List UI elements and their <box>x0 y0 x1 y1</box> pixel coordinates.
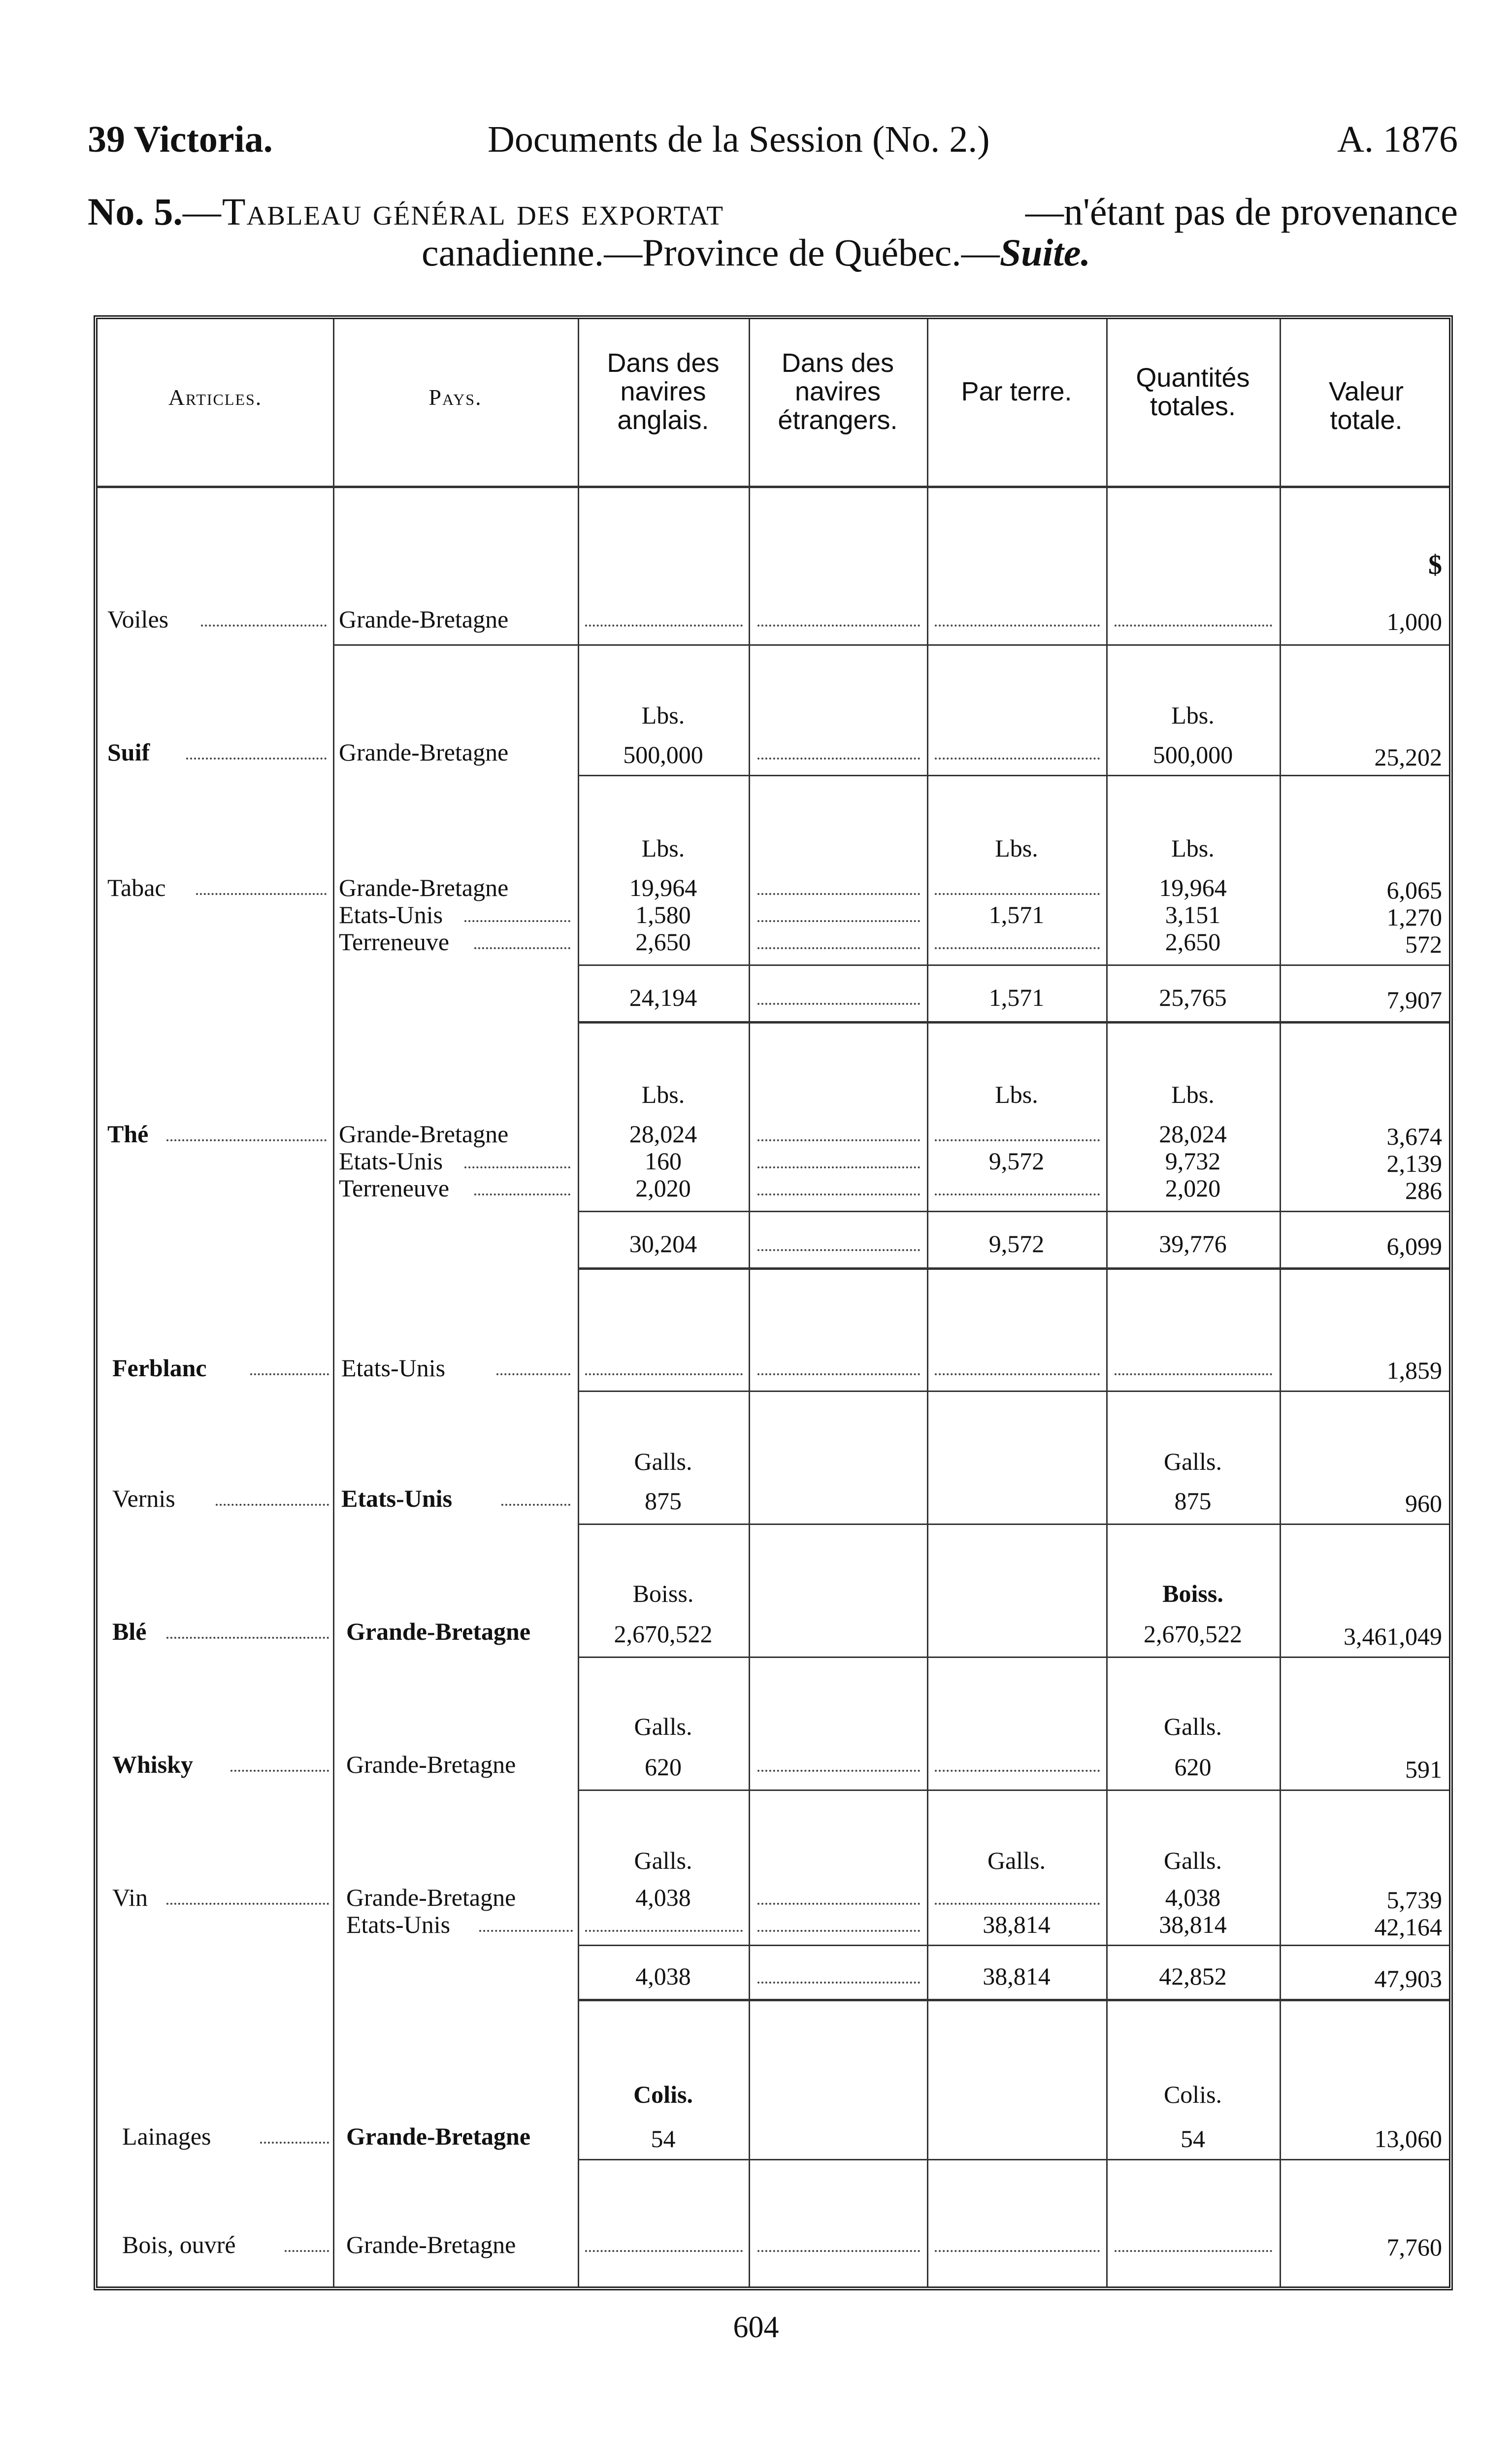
leader-dots <box>464 1166 570 1168</box>
row-voiles-valeur: 1,000 <box>1386 608 1442 635</box>
leader-dots <box>501 1504 570 1506</box>
row-tabac-pays-2: Etats-Unis <box>339 901 443 928</box>
col-header-valeur: Valeur totale. <box>1328 377 1404 435</box>
table-title-line1 <box>88 190 1458 234</box>
leader-dots <box>196 893 327 895</box>
row-rule <box>578 964 1449 966</box>
col-header-articles: Articles. <box>168 385 263 410</box>
leader-dots <box>757 1373 920 1375</box>
row-vin-pays-2: Etats-Unis <box>346 1911 451 1938</box>
row-vin-total-quantite: 42,852 <box>1159 1962 1227 1990</box>
row-the-total-valeur: 6,099 <box>1386 1232 1442 1260</box>
row-lainages-pays: Grande-Bretagne <box>346 2122 531 2150</box>
row-rule <box>578 1391 1449 1392</box>
row-lainages-valeur: 13,060 <box>1374 2125 1442 2153</box>
row-tabac-unit-total: Lbs. <box>1171 834 1215 862</box>
row-the-total-anglais: 30,204 <box>629 1230 697 1258</box>
leader-dots <box>285 2250 329 2252</box>
table-title-caps: —Tableau général des exportat <box>182 190 724 233</box>
row-bois-article: Bois, ouvré <box>122 2231 236 2258</box>
row-rule <box>578 2159 1449 2160</box>
row-tabac-valeur-3: 572 <box>1405 930 1442 958</box>
row-tabac-anglais-1: 19,964 <box>629 874 697 901</box>
row-lainages-anglais: 54 <box>651 2125 676 2153</box>
row-tabac-pays-3: Terreneuve <box>339 928 450 956</box>
row-the-total-2: 9,732 <box>1165 1147 1221 1175</box>
leader-dots <box>585 1930 743 1932</box>
leader-dots <box>166 1637 329 1639</box>
row-tabac-article: Tabac <box>107 874 166 901</box>
row-the-pays-2: Etats-Unis <box>339 1147 443 1175</box>
rule-terre-quantites <box>1106 319 1108 2286</box>
row-tabac-pays-1: Grande-Bretagne <box>339 874 509 901</box>
row-vernis-anglais: 875 <box>645 1487 682 1515</box>
rule-pays-anglais <box>578 319 579 2286</box>
row-tabac-total-1: 19,964 <box>1159 874 1227 901</box>
table-title-line2 <box>0 231 1512 275</box>
row-bois-valeur: 7,760 <box>1386 2233 1442 2261</box>
row-tabac-valeur-1: 6,065 <box>1386 876 1442 904</box>
row-voiles-article: Voiles <box>107 605 169 633</box>
leader-dots <box>757 1982 920 1984</box>
row-the-total-1: 28,024 <box>1159 1120 1227 1148</box>
row-suif-total: 500,000 <box>1152 741 1233 768</box>
row-tabac-total-terre: 1,571 <box>988 984 1045 1011</box>
row-rule <box>333 644 1449 646</box>
leader-dots <box>496 1373 570 1375</box>
row-the-anglais-3: 2,020 <box>635 1174 691 1202</box>
row-vernis-unit-total: Galls. <box>1163 1448 1222 1475</box>
row-vin-anglais-1: 4,038 <box>635 1884 691 1911</box>
leader-dots <box>935 625 1100 627</box>
rule-anglais-etrangers <box>749 319 750 2286</box>
page-number: 604 <box>733 2311 779 2344</box>
leader-dots <box>260 2142 329 2144</box>
row-ferblanc-valeur: 1,859 <box>1386 1357 1442 1384</box>
row-vin-unit-anglais: Galls. <box>634 1847 692 1874</box>
row-vin-total-1: 4,038 <box>1165 1884 1221 1911</box>
row-tabac-total-valeur: 7,907 <box>1386 986 1442 1014</box>
leader-dots <box>166 1903 329 1905</box>
leader-dots <box>935 1770 1100 1772</box>
row-rule <box>578 1267 1449 1270</box>
row-vin-terre-2: 38,814 <box>983 1911 1051 1938</box>
row-tabac-anglais-3: 2,650 <box>635 928 691 956</box>
leader-dots <box>757 1139 920 1141</box>
leader-dots <box>935 1139 1100 1141</box>
header-year: A. 1876 <box>1337 119 1458 160</box>
row-vin-total-2: 38,814 <box>1159 1911 1227 1938</box>
row-suif-anglais: 500,000 <box>623 741 703 768</box>
leader-dots <box>757 758 920 760</box>
row-vin-total-valeur: 47,903 <box>1374 1965 1442 1992</box>
col-header-pays: Pays. <box>428 385 482 410</box>
row-vin-unit-terre: Galls. <box>987 1847 1046 1874</box>
col-header-quantites: Quantités totales. <box>1136 363 1250 421</box>
row-the-unit-terre: Lbs. <box>995 1081 1038 1108</box>
row-tabac-total-anglais: 24,194 <box>629 984 697 1011</box>
row-the-unit-total: Lbs. <box>1171 1081 1215 1108</box>
table-suite: Suite. <box>999 231 1091 274</box>
header-document-title: Documents de la Session (No. 2.) <box>488 119 990 160</box>
row-lainages-article: Lainages <box>122 2122 211 2150</box>
leader-dots <box>757 1930 920 1932</box>
leader-dots <box>757 1249 920 1251</box>
export-table <box>94 315 1453 2290</box>
leader-dots <box>757 1166 920 1168</box>
row-the-terre-2: 9,572 <box>988 1147 1045 1175</box>
row-rule <box>578 1656 1449 1658</box>
row-the-total-terre: 9,572 <box>988 1230 1045 1258</box>
row-lainages-unit-anglais: Colis. <box>633 2081 693 2108</box>
rule-articles-pays <box>333 319 334 2286</box>
row-suif-unit-anglais: Lbs. <box>641 701 685 729</box>
row-the-anglais-1: 28,024 <box>629 1120 697 1148</box>
row-whisky-article: Whisky <box>112 1751 193 1778</box>
leader-dots <box>201 625 327 627</box>
leader-dots <box>474 947 570 949</box>
row-the-article: Thé <box>107 1120 149 1148</box>
row-the-unit-anglais: Lbs. <box>641 1081 685 1108</box>
row-ble-unit-anglais: Boiss. <box>632 1580 694 1607</box>
leader-dots <box>216 1504 329 1506</box>
leader-dots <box>166 1139 327 1141</box>
currency-symbol: $ <box>1428 550 1442 580</box>
table-title-rest: —n'étant pas de provenance <box>1025 190 1458 233</box>
leader-dots <box>1115 2250 1272 2252</box>
row-the-pays-3: Terreneuve <box>339 1174 450 1202</box>
row-lainages-total: 54 <box>1181 2125 1205 2153</box>
leader-dots <box>585 625 743 627</box>
row-vin-pays-1: Grande-Bretagne <box>346 1884 516 1911</box>
leader-dots <box>474 1193 570 1195</box>
leader-dots <box>1115 625 1272 627</box>
leader-dots <box>250 1373 329 1375</box>
row-vin-total-anglais: 4,038 <box>635 1962 691 1990</box>
row-whisky-anglais: 620 <box>645 1753 682 1781</box>
header-session-year: 39 Victoria. <box>88 119 273 160</box>
row-vin-article: Vin <box>112 1884 148 1911</box>
row-whisky-pays: Grande-Bretagne <box>346 1751 516 1778</box>
row-ferblanc-article: Ferblanc <box>112 1354 207 1382</box>
leader-dots <box>757 947 920 949</box>
row-whisky-total: 620 <box>1174 1753 1212 1781</box>
leader-dots <box>757 1903 920 1905</box>
row-vernis-total: 875 <box>1174 1487 1212 1515</box>
row-rule <box>578 1524 1449 1525</box>
row-suif-unit-total: Lbs. <box>1171 701 1215 729</box>
row-the-total-3: 2,020 <box>1165 1174 1221 1202</box>
leader-dots <box>757 1770 920 1772</box>
row-ble-anglais: 2,670,522 <box>614 1620 713 1648</box>
row-tabac-anglais-2: 1,580 <box>635 901 691 928</box>
leader-dots <box>585 2250 743 2252</box>
row-tabac-terre-2: 1,571 <box>988 901 1045 928</box>
row-ble-pays: Grande-Bretagne <box>346 1618 531 1645</box>
row-the-valeur-2: 2,139 <box>1386 1150 1442 1177</box>
row-vernis-valeur: 960 <box>1405 1490 1442 1517</box>
row-voiles-pays: Grande-Bretagne <box>339 605 509 633</box>
row-suif-valeur: 25,202 <box>1374 743 1442 771</box>
row-vin-valeur-2: 42,164 <box>1374 1913 1442 1941</box>
leader-dots <box>479 1930 573 1932</box>
leader-dots <box>757 893 920 895</box>
row-ble-valeur: 3,461,049 <box>1344 1623 1442 1650</box>
row-the-total-quantite: 39,776 <box>1159 1230 1227 1258</box>
row-ble-article: Blé <box>112 1618 147 1645</box>
leader-dots <box>186 758 327 760</box>
row-ferblanc-pays: Etats-Unis <box>341 1354 446 1382</box>
row-tabac-total-3: 2,650 <box>1165 928 1221 956</box>
row-rule <box>578 1999 1449 2001</box>
leader-dots <box>230 1770 329 1772</box>
row-rule <box>578 1945 1449 1946</box>
row-tabac-valeur-2: 1,270 <box>1386 903 1442 931</box>
row-rule <box>578 1211 1449 1212</box>
row-tabac-unit-terre: Lbs. <box>995 834 1038 862</box>
leader-dots <box>935 893 1100 895</box>
row-vernis-article: Vernis <box>112 1485 175 1512</box>
leader-dots <box>935 947 1100 949</box>
rule-etrangers-terre <box>927 319 928 2286</box>
leader-dots <box>757 1193 920 1195</box>
table-number: No. 5. <box>88 190 183 233</box>
leader-dots <box>935 758 1100 760</box>
table-subtitle: canadienne.—Province de Québec.— <box>421 231 1000 274</box>
leader-dots <box>585 1373 743 1375</box>
row-rule <box>578 1789 1449 1791</box>
row-suif-pays: Grande-Bretagne <box>339 738 509 766</box>
row-lainages-unit-total: Colis. <box>1163 2081 1222 2108</box>
header-rule <box>98 486 1449 488</box>
leader-dots <box>935 2250 1100 2252</box>
leader-dots <box>464 920 570 922</box>
leader-dots <box>935 1373 1100 1375</box>
row-vernis-pays: Etats-Unis <box>341 1485 453 1512</box>
col-header-terre: Par terre. <box>961 377 1072 406</box>
row-rule <box>578 775 1449 776</box>
row-the-valeur-1: 3,674 <box>1386 1123 1442 1150</box>
leader-dots <box>757 920 920 922</box>
row-vin-total-terre: 38,814 <box>983 1962 1051 1990</box>
row-bois-pays: Grande-Bretagne <box>346 2231 516 2258</box>
row-vin-unit-total: Galls. <box>1163 1847 1222 1874</box>
row-rule <box>578 1021 1449 1024</box>
row-ble-unit-total: Boiss. <box>1162 1580 1223 1607</box>
leader-dots <box>757 2250 920 2252</box>
row-suif-article: Suif <box>107 738 150 766</box>
leader-dots <box>757 625 920 627</box>
row-whisky-unit-anglais: Galls. <box>634 1713 692 1740</box>
row-the-anglais-2: 160 <box>645 1147 682 1175</box>
row-ble-total: 2,670,522 <box>1144 1620 1242 1648</box>
col-header-anglais: Dans des navires anglais. <box>607 348 720 435</box>
leader-dots <box>935 1903 1100 1905</box>
leader-dots <box>935 1193 1100 1195</box>
row-vin-valeur-1: 5,739 <box>1386 1886 1442 1914</box>
row-tabac-total-quantite: 25,765 <box>1159 984 1227 1011</box>
row-the-pays-1: Grande-Bretagne <box>339 1120 509 1148</box>
row-whisky-unit-total: Galls. <box>1163 1713 1222 1740</box>
row-tabac-total-2: 3,151 <box>1165 901 1221 928</box>
row-the-valeur-3: 286 <box>1405 1177 1442 1204</box>
leader-dots <box>757 1003 920 1005</box>
col-header-etrangers: Dans des navires étrangers. <box>778 348 898 435</box>
row-tabac-unit-anglais: Lbs. <box>641 834 685 862</box>
leader-dots <box>1115 1373 1272 1375</box>
row-whisky-valeur: 591 <box>1405 1755 1442 1783</box>
row-vernis-unit-anglais: Galls. <box>634 1448 692 1475</box>
